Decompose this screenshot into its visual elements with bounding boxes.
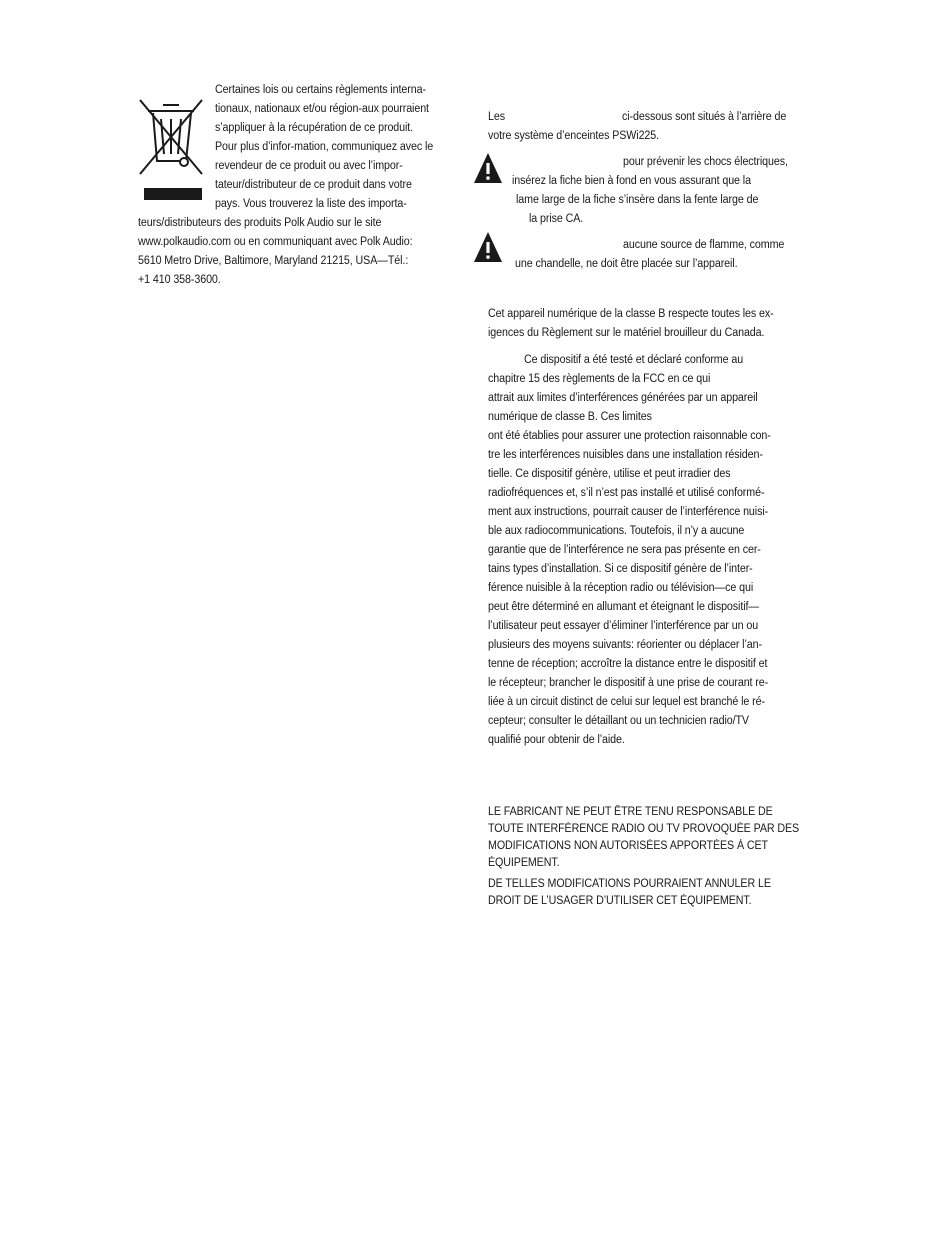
text-line: insérez la fiche bien à fond en vous assurant que la	[512, 175, 751, 187]
text-line: tielle. Ce dispositif génère, utilise et peut irradier des	[488, 468, 731, 480]
text-line: radiofréquences et, s’il n’est pas installé et utilisé conformé-	[488, 487, 765, 499]
text-line: plusieurs des moyens suivants: réorienter ou déplacer l’an-	[488, 639, 762, 651]
text-line: l’utilisateur peut essayer d’éliminer l’interférence par un ou	[488, 620, 759, 632]
text-line: tenne de réception; accroître la distance entre le dispositif et	[488, 658, 768, 670]
text-line: DE TELLES MODIFICATIONS POURRAIENT ANNULER LE	[488, 878, 771, 890]
text-line: qualifié pour obtenir de l’aide.	[488, 734, 625, 746]
text-line: peut être déterminé en allumant et éteignant le dispositif—	[488, 601, 759, 613]
text-line: ment aux instructions, pourrait causer de l’interférence nuisi-	[488, 506, 769, 518]
text-line: lame large de la fiche s’insère dans la fente large de	[516, 194, 759, 206]
text-line: tionaux, nationaux et/ou région-aux pourraient	[215, 103, 429, 115]
text-line: Certaines lois ou certains règlements interna-	[215, 84, 426, 96]
text-line: le récepteur; brancher le dispositif à une prise de courant re-	[488, 677, 769, 689]
text-line: la prise CA.	[529, 213, 584, 225]
text-line: une chandelle, ne doit être placée sur l’appareil.	[515, 258, 738, 270]
text-line: 5610 Metro Drive, Baltimore, Maryland 21215, USA—Tél.:	[138, 255, 409, 267]
text-line: Cet appareil numérique de la classe B respecte toutes les ex-	[488, 308, 774, 320]
text-line: liée à un circuit distinct de celui sur lequel est branché le ré-	[488, 696, 765, 708]
text-line: férence nuisible à la réception radio ou télévision—ce qui	[488, 582, 754, 594]
text-line: Pour plus d’infor-mation, communiquez avec le	[215, 141, 434, 153]
text-line: s’appliquer à la récupération de ce produit.	[215, 122, 414, 134]
text-line: Les	[488, 111, 505, 123]
text-line: tains types d’installation. Si ce dispositif génère de l’inter-	[488, 563, 753, 575]
text-line: LE FABRICANT NE PEUT ÊTRE TENU RESPONSABLE DE	[488, 806, 773, 818]
text-line: teurs/distributeurs des produits Polk Audio sur le site	[138, 217, 382, 229]
warning-triangle-icon	[473, 152, 503, 184]
text-line: DROIT DE L’USAGER D’UTILISER CET ÉQUIPEMENT.	[488, 895, 752, 907]
text-line: pour prévenir les chocs électriques,	[623, 156, 788, 168]
text-line: numérique de classe B. Ces limites	[488, 411, 652, 423]
text-line: cepteur; consulter le détaillant ou un technicien radio/TV	[488, 715, 749, 727]
text-line: revendeur de ce produit ou avec l’impor-	[215, 160, 403, 172]
text-line: Ce dispositif a été testé et déclaré conforme au	[524, 354, 744, 366]
text-line: votre système d’enceintes PSWi225.	[488, 130, 660, 142]
text-line: tre les interférences nuisibles dans une installation résiden-	[488, 449, 763, 461]
text-line: +1 410 358-3600.	[138, 274, 221, 286]
text-line: tateur/distributeur de ce produit dans votre	[215, 179, 412, 191]
text-line: chapitre 15 des règlements de la FCC en ce qui	[488, 373, 711, 385]
text-line: attrait aux limites d’interférences générées par un appareil	[488, 392, 758, 404]
text-line: MODIFICATIONS NON AUTORISÉES APPORTÉES À CET	[488, 840, 768, 852]
text-line: aucune source de flamme, comme	[623, 239, 785, 251]
text-line: TOUTE INTERFÉRENCE RADIO OU TV PROVOQUÉE PAR DES	[488, 823, 800, 835]
text-line: ble aux radiocommunications. Toutefois, il n’y a aucune	[488, 525, 745, 537]
warning-triangle-icon	[473, 231, 503, 263]
text-line: ont été établies pour assurer une protection raisonnable con-	[488, 430, 771, 442]
crossed-bin-icon	[136, 96, 206, 202]
text-line: www.polkaudio.com ou en communiquant avec Polk Audio:	[138, 236, 413, 248]
text-line: igences du Règlement sur le matériel brouilleur du Canada.	[488, 327, 765, 339]
text-line: ci-dessous sont situés à l’arrière de	[622, 111, 787, 123]
text-line: ÉQUIPEMENT.	[488, 857, 560, 869]
text-line: pays. Vous trouverez la liste des importa-	[215, 198, 407, 210]
text-line: garantie que de l’interférence ne sera pas présente en cer-	[488, 544, 761, 556]
